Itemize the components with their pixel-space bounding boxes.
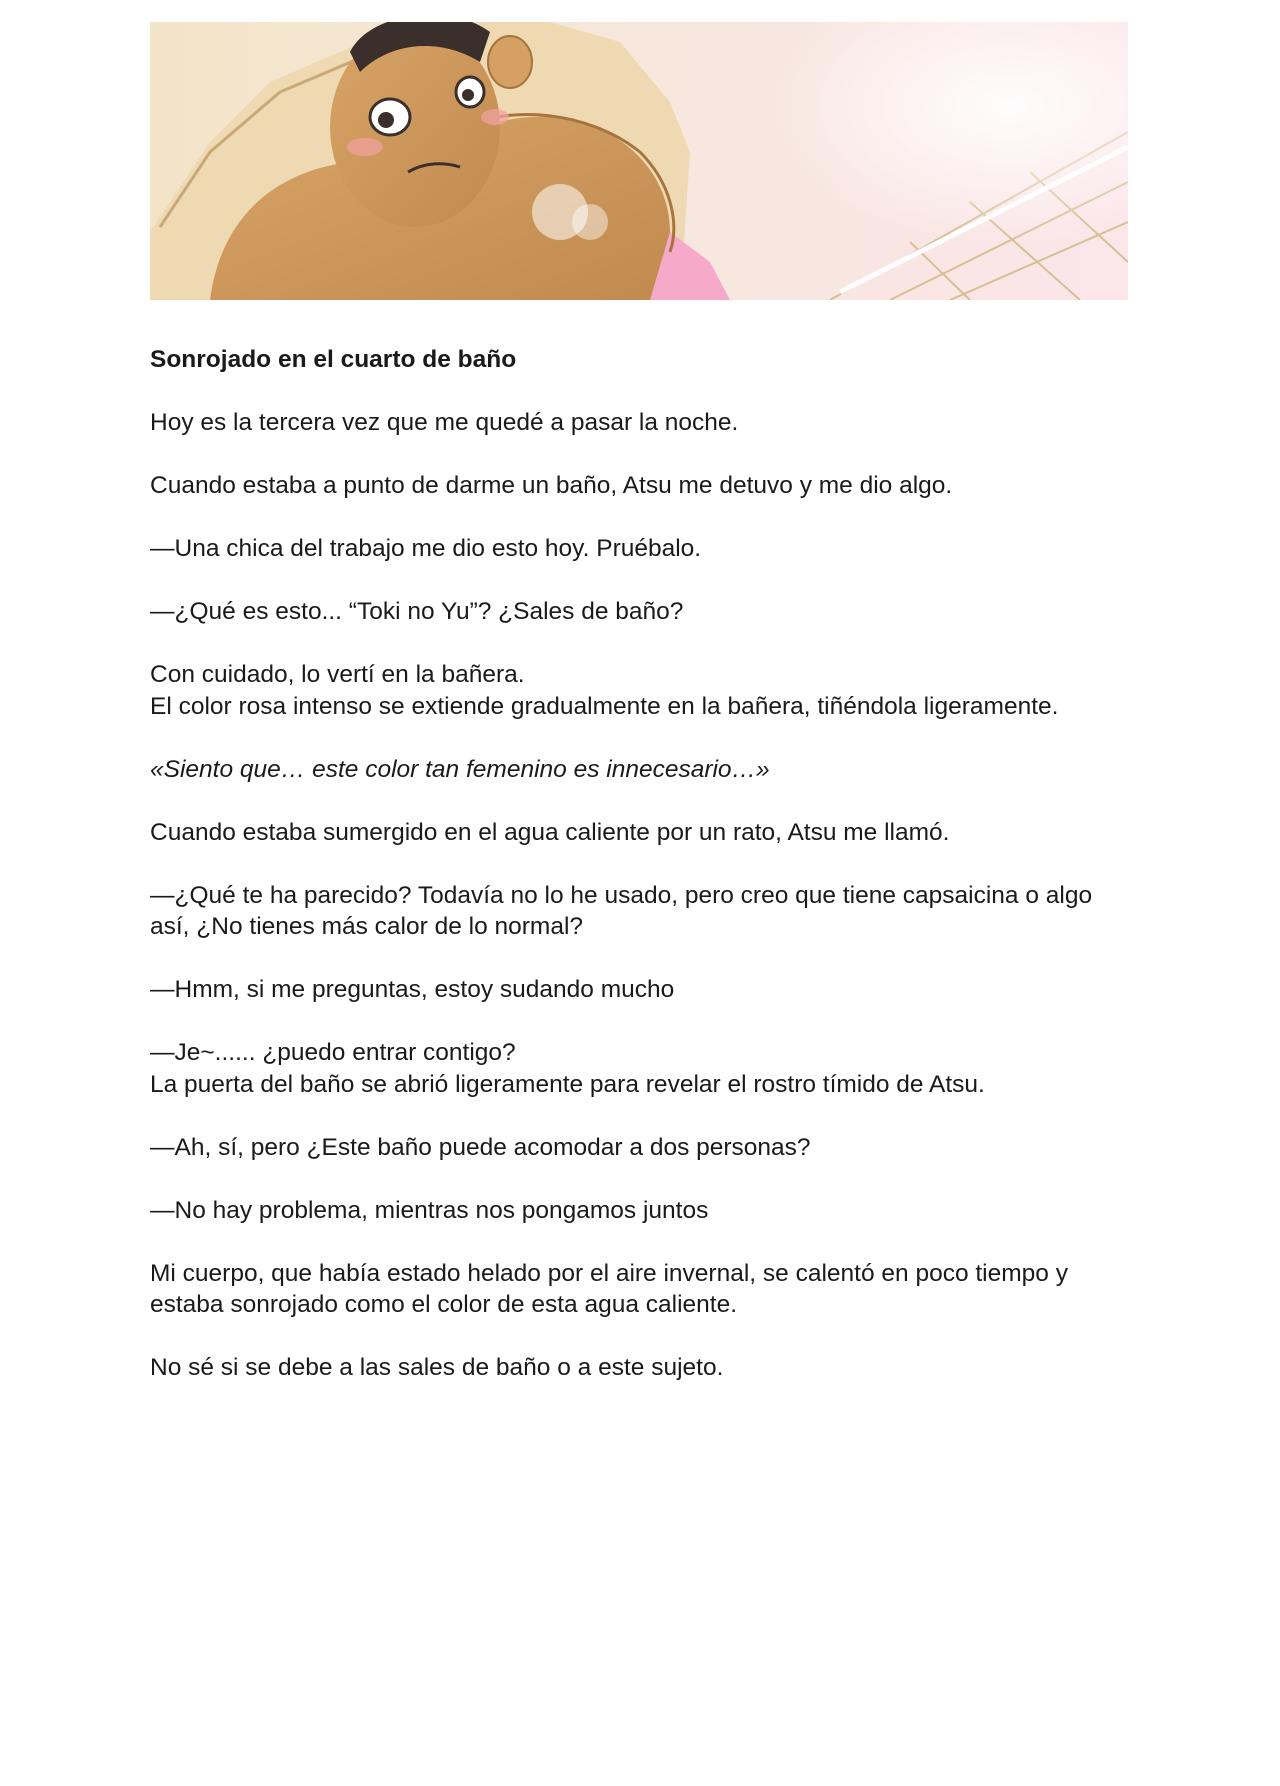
paragraph-line: —¿Qué te ha parecido? Todavía no lo he usado, pero creo que tiene capsaicina o algo [150,881,1093,909]
paragraph [150,1132,1128,1164]
paragraph-line: «Siento que… este color tan femenino es innecesario…» [150,755,770,783]
paragraph [150,1195,1128,1227]
paragraph [150,1258,1128,1321]
article-title: Sonrojado en el cuarto de baño [150,346,517,373]
paragraph [150,407,1128,439]
hero-illustration [150,22,1128,300]
paragraph-line: estaba sonrojado como el color de esta agua caliente. [150,1291,738,1318]
paragraph [150,1352,1128,1384]
paragraph [150,754,1128,786]
paragraph-line: El color rosa intenso se extiende gradualmente en la bañera, tiñéndola ligeramente. [150,692,1059,720]
paragraph-line: —Hmm, si me preguntas, estoy sudando mucho [150,976,675,1003]
paragraph-line: No sé si se debe a las sales de baño o a este sujeto. [150,1354,724,1381]
paragraph-line: —No hay problema, mientras nos pongamos juntos [150,1196,709,1224]
paragraph-line: La puerta del baño se abrió ligeramente para revelar el rostro tímido de Atsu. [150,1070,985,1098]
paragraph [150,596,1128,628]
paragraph-line: Mi cuerpo, que había estado helado por el aire invernal, se calentó en poco tiempo y [150,1259,1068,1287]
paragraph-line: Con cuidado, lo vertí en la bañera. [150,661,525,688]
paragraph-line: —Ah, sí, pero ¿Este baño puede acomodar a dos personas? [150,1133,811,1161]
paragraph-line: Cuando estaba sumergido en el agua caliente por un rato, Atsu me llamó. [150,818,950,846]
paragraph-line: —¿Qué es esto... “Toki no Yu”? ¿Sales de baño? [150,598,684,625]
paragraph [150,533,1128,565]
paragraph-line: —Je~...... ¿puedo entrar contigo? [150,1039,516,1066]
document-page [150,22,1128,1415]
paragraph-line: Hoy es la tercera vez que me quedé a pasar la noche. [150,409,739,436]
paragraph [150,470,1128,502]
paragraph [150,1037,1128,1100]
bathtub-illustration-icon [150,22,1128,300]
paragraph-line: —Una chica del trabajo me dio esto hoy. Pruébalo. [150,535,702,562]
paragraph [150,880,1128,943]
paragraph [150,817,1128,849]
paragraph-line: Cuando estaba a punto de darme un baño, Atsu me detuvo y me dio algo. [150,472,953,499]
article-body [150,407,1128,1384]
paragraph-line: así, ¿No tienes más calor de lo normal? [150,913,584,940]
paragraph [150,974,1128,1006]
paragraph [150,659,1128,722]
